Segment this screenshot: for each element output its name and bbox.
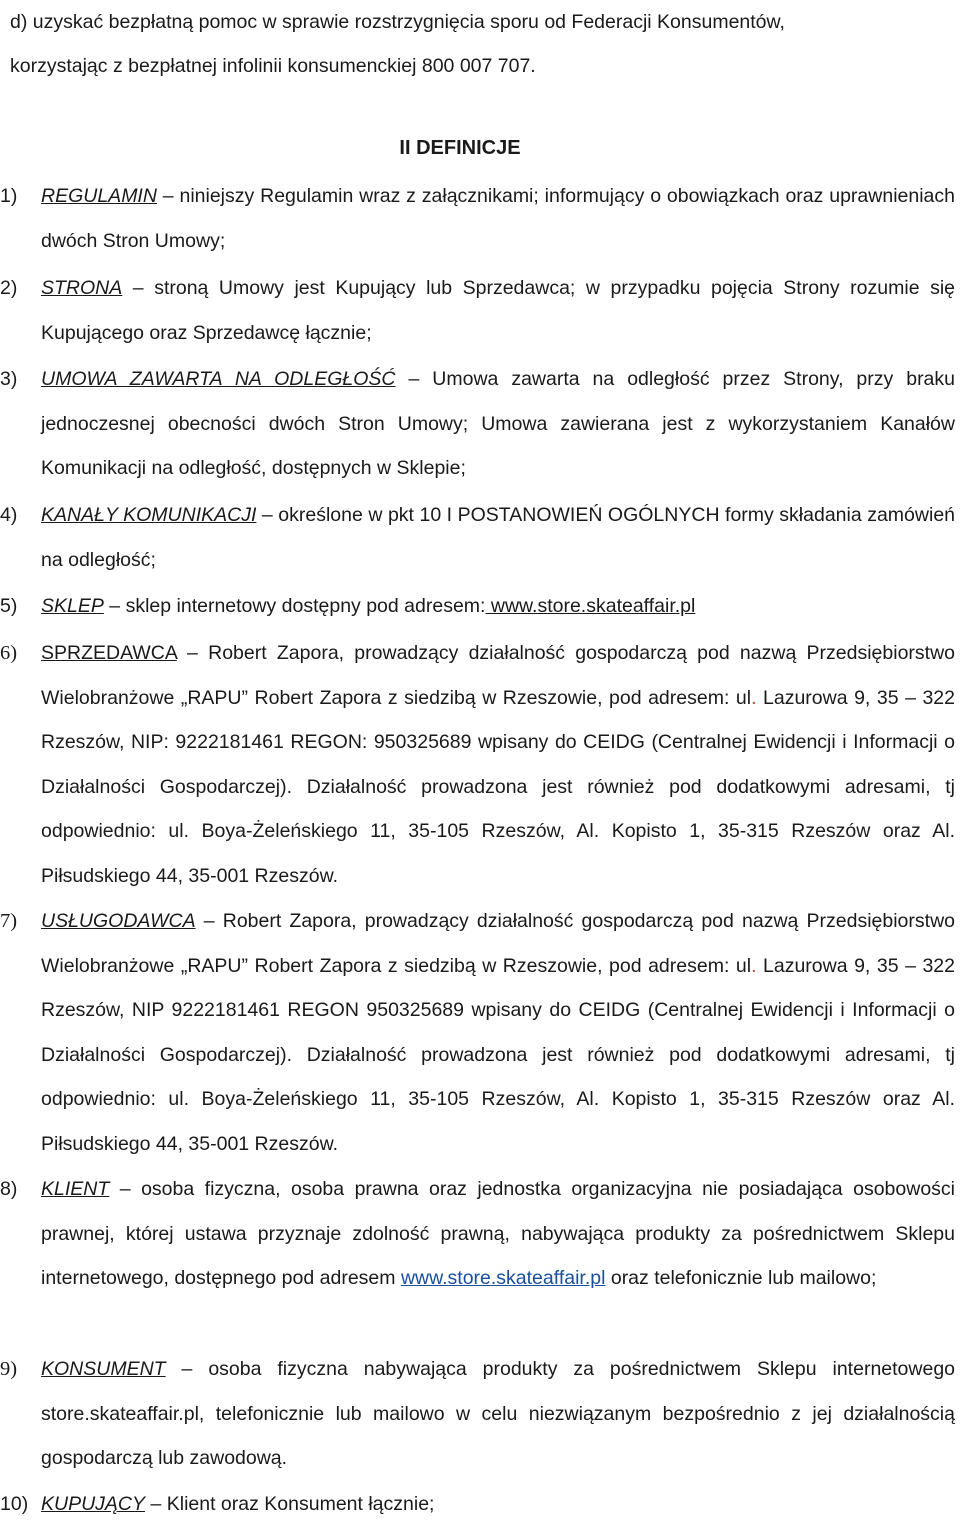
definition-term: KANAŁY KOMUNIKACJI xyxy=(41,504,257,526)
definition-konsument xyxy=(0,1347,955,1481)
dash-separator: – xyxy=(181,1358,193,1380)
definition-klient xyxy=(0,1167,955,1301)
definition-number: 9) xyxy=(0,1358,18,1380)
definition-text: osoba fizyczna, osoba prawna oraz jednostka organizacyjna nie posiadająca osobowości prawnej, której ustawa przyznaje zdolność prawną, nabywająca produkty za pośrednictwem Sklepu internetowego, dostępnego pod adresem xyxy=(41,1178,956,1290)
red-dot: . xyxy=(751,954,757,977)
section-title: II DEFINICJE xyxy=(399,137,521,159)
definition-term: UMOWA ZAWARTA NA ODLEGŁOŚĆ xyxy=(41,368,396,390)
definition-number: 6) xyxy=(0,642,18,664)
definition-text-continued: Lazurowa 9, 35 – 322 Rzeszów, NIP 9222181461 REGON 950325689 wpisany do CEIDG (Centralnej Ewidencji i Informacji o Działalności Gospodarczej). Działalność prowadzona jest również pod dodatkowymi adresami, tj odpowiednio: ul. Boya-Żeleńskiego 11, 35-105 Rzeszów, Al. Kopisto 1, 35-315 Rzeszów oraz Al. Piłsudskiego 44, 35-001 Rzeszów. xyxy=(41,954,955,1155)
definition-number: 2) xyxy=(0,277,18,299)
dash-separator: – xyxy=(203,910,215,932)
definition-text: Robert Zapora, prowadzący działalność gospodarczą pod nazwą Przedsiębiorstwo Wielobranżowe „RAPU” Robert Zapora z siedzibą w Rzeszowie, pod adresem: ul xyxy=(41,910,955,977)
definition-term: STRONA xyxy=(41,277,123,299)
definition-kanaly-komunikacji xyxy=(0,493,955,582)
definition-text-continued: Lazurowa 9, 35 – 322 Rzeszów, NIP: 9222181461 REGON: 950325689 wpisany do CEIDG (Centralnej Ewidencji i Informacji o Działalności Gospodarczej). Działalność prowadzona jest również pod dodatkowymi adresami, tj odpowiednio: ul. Boya-Żeleńskiego 11, 35-105 Rzeszów, Al. Kopisto 1, 35-315 Rzeszów oraz Al. Piłsudskiego 44, 35-001 Rzeszów. xyxy=(41,686,955,887)
definition-number: 5) xyxy=(0,595,18,617)
definition-text: Umowa zawarta na odległość przez Strony, przy braku jednoczesnej obecności dwóch Stron Umowy; Umowa zawierana jest z wykorzystaniem Kanałów Komunikacji na odległość, dostępnych w Sklepie; xyxy=(41,368,955,480)
definition-umowa-zawarta-na-odleglosc xyxy=(0,357,955,491)
definition-term: SPRZEDAWCA xyxy=(41,642,177,664)
definition-body xyxy=(41,1167,955,1301)
definition-body xyxy=(41,493,955,582)
definition-text: osoba fizyczna nabywająca produkty za pośrednictwem Sklepu internetowego store.skateaffair.pl, telefonicznie lub mailowo w celu niezwiązanym bezpośrednio z jej działalnością gospodarczą lub zawodową. xyxy=(41,1358,956,1470)
shop-url-link[interactable]: www.store.skateaffair.pl xyxy=(485,595,696,617)
definition-body xyxy=(41,584,955,629)
definition-number: 1) xyxy=(0,185,18,207)
definition-text: sklep internetowy dostępny pod adresem: xyxy=(125,595,486,617)
definition-term: SKLEP xyxy=(41,595,104,617)
definition-number: 10) xyxy=(0,1493,29,1515)
definition-term: REGULAMIN xyxy=(41,185,157,207)
definition-number: 8) xyxy=(0,1178,18,1200)
definition-body xyxy=(41,357,955,491)
dash-separator: – xyxy=(119,1178,131,1200)
dash-separator: – xyxy=(261,504,273,526)
definition-kupujacy xyxy=(0,1482,955,1527)
definition-term: KUPUJĄCY xyxy=(41,1493,146,1515)
definition-body xyxy=(41,174,955,263)
definition-body xyxy=(41,1482,955,1527)
definition-body xyxy=(41,631,955,899)
definition-text: niniejszy Regulamin wraz z załącznikami; informujący o obowiązkach oraz uprawnieniach dwóch Stron Umowy; xyxy=(41,185,955,252)
definition-body xyxy=(41,899,955,1167)
dash-separator: – xyxy=(150,1493,162,1515)
store-url-link[interactable]: www.store.skateaffair.pl xyxy=(400,1267,606,1290)
definition-body xyxy=(41,266,955,355)
dash-separator: – xyxy=(408,368,420,390)
definition-term: KLIENT xyxy=(41,1178,110,1200)
definition-term: USŁUGODAWCA xyxy=(41,910,196,932)
dash-separator: – xyxy=(109,595,121,617)
red-dot: . xyxy=(751,686,757,709)
definition-body xyxy=(41,1347,955,1481)
definition-regulamin xyxy=(0,174,955,263)
definition-text: Robert Zapora, prowadzący działalność gospodarczą pod nazwą Przedsiębiorstwo Wielobranżowe „RAPU” Robert Zapora z siedzibą w Rzeszowie, pod adresem: ul xyxy=(41,642,956,709)
intro-line-2: korzystając z bezpłatnej infolinii konsumenckiej 800 007 707. xyxy=(10,55,536,77)
definition-text-continued: oraz telefonicznie lub mailowo; xyxy=(610,1267,877,1290)
definition-strona xyxy=(0,266,955,355)
definition-uslugodawca xyxy=(0,899,955,1167)
definition-term: KONSUMENT xyxy=(41,1358,166,1380)
definition-text: Klient oraz Konsument łącznie; xyxy=(166,1493,435,1515)
definition-number: 7) xyxy=(0,910,18,932)
definition-number: 4) xyxy=(0,504,18,526)
definition-text: stroną Umowy jest Kupujący lub Sprzedawca; w przypadku pojęcia Strony rozumie się Kupującego oraz Sprzedawcę łącznie; xyxy=(41,277,955,344)
definition-sklep xyxy=(0,584,955,629)
definition-number: 3) xyxy=(0,368,18,390)
definition-text: określone w pkt 10 I POSTANOWIEŃ OGÓLNYCH formy składania zamówień na odległość; xyxy=(41,504,956,571)
dash-separator: – xyxy=(132,277,144,299)
intro-line-1: d) uzyskać bezpłatną pomoc w sprawie rozstrzygnięcia sporu od Federacji Konsumentów, xyxy=(10,11,785,33)
definition-sprzedawca xyxy=(0,631,955,899)
intro-paragraph xyxy=(10,0,955,88)
dash-separator: – xyxy=(187,642,198,664)
dash-separator: – xyxy=(162,185,174,207)
